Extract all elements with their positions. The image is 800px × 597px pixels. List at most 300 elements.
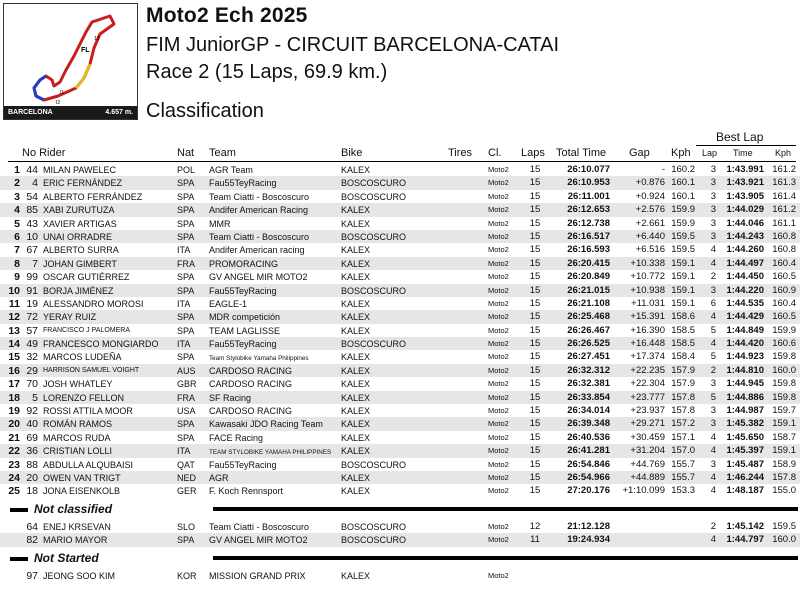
kph-cell: 155.7 [671,471,695,483]
rider-cell: ALBERTO FERRÁNDEZ [43,191,143,202]
kph-cell: 158.6 [671,311,695,323]
total-time-cell: 26:32.312 [567,364,610,376]
number-cell: 36 [26,445,38,458]
total-time-cell: 26:12.738 [567,217,610,229]
bike-cell: KALEX [341,379,371,390]
position-cell: 16 [8,364,20,377]
nationality-cell: SPA [177,352,195,363]
laps-cell: 15 [529,311,541,323]
total-time-cell: 26:39.348 [567,418,610,430]
laps-cell: 15 [529,351,541,363]
bike-cell: KALEX [341,570,371,581]
bike-cell: BOSCOSCURO [341,191,407,202]
table-row [0,176,800,189]
bike-cell: KALEX [341,432,371,443]
laps-cell: 15 [529,271,541,283]
total-time-cell: 26:12.653 [567,204,610,216]
not-started-section [8,551,798,567]
nationality-cell: AUS [177,365,196,376]
position-cell: 4 [14,204,20,217]
team-cell: FACE Racing [209,432,264,443]
best-lap-time-cell: 1:44.243 [726,230,764,242]
class-cell: Moto2 [488,535,509,545]
nationality-cell: USA [177,406,196,417]
kph-cell: 159.9 [671,204,695,216]
class-cell: Moto2 [488,446,509,456]
best-lap-number-cell: 4 [710,244,716,256]
bike-cell: KALEX [341,392,371,403]
col-tires: Tires [448,147,473,159]
best-lap-number-cell: 2 [710,364,716,376]
position-cell: 20 [8,418,20,431]
nationality-cell: NED [177,472,197,483]
team-cell: CARDOSO RACING [209,365,293,376]
best-lap-number-cell: 5 [710,324,716,336]
class-cell: Moto2 [488,419,509,429]
rider-cell: JEONG SOO KIM [43,570,116,581]
map-label-fl: FL [81,47,90,54]
kph-cell: 159.1 [671,271,695,283]
not-classified-table [0,520,800,547]
position-cell: 8 [14,257,20,270]
table-row [0,377,800,390]
total-time-cell: 26:20.415 [567,257,610,269]
number-cell: 49 [26,338,38,351]
class-cell: Moto2 [488,570,509,580]
map-footer [4,106,137,119]
number-cell: 19 [26,297,38,310]
bike-cell: KALEX [341,272,371,283]
nationality-cell: ITA [177,339,191,350]
best-lap-kph-cell: 157.8 [772,471,796,483]
best-lap-kph-cell: 161.2 [772,204,796,216]
table-row [0,284,800,297]
event-name: FIM JuniorGP - CIRCUIT BARCELONA-CATAI [146,34,560,56]
position-cell: 14 [8,338,20,351]
nationality-cell: GER [177,486,197,497]
table-row [0,217,800,230]
best-lap-number-cell: 4 [710,431,716,443]
class-cell: Moto2 [488,191,509,201]
track-map [3,3,138,120]
best-lap-kph-cell: 159.8 [772,351,796,363]
best-lap-time-cell: 1:45.397 [726,445,764,457]
bike-cell: KALEX [341,365,371,376]
position-cell: 22 [8,445,20,458]
team-cell: Fau55TeyRacing [209,178,277,189]
best-lap-kph-cell: 160.8 [772,244,796,256]
best-lap-time-cell: 1:44.497 [726,257,764,269]
laps-cell: 11 [530,534,540,546]
bike-cell: KALEX [341,258,371,269]
total-time-cell: 26:26.467 [567,324,610,336]
kph-cell: 155.7 [671,458,695,470]
team-cell: CARDOSO RACING [209,379,293,390]
best-lap-number-cell: 4 [710,257,716,269]
total-time-cell: 26:10.953 [567,177,610,189]
rider-cell: JOHAN GIMBERT [43,258,117,269]
laps-cell: 15 [529,445,541,457]
number-cell: 92 [26,405,38,418]
gap-cell: +0.924 [635,190,665,202]
number-cell: 10 [26,230,38,243]
laps-cell: 15 [529,230,541,242]
best-lap-kph-cell: 159.1 [772,445,796,457]
total-time-cell: 26:26.525 [567,338,610,350]
best-lap-time-cell: 1:46.244 [726,471,764,483]
bike-cell: KALEX [341,165,371,175]
table-row [0,350,800,363]
table-row [0,458,800,471]
team-cell: GV ANGEL MIR MOTO2 [209,535,308,546]
kph-cell: 157.9 [671,378,695,390]
col-best-lap-number: Lap [702,148,718,158]
team-cell: Andifer American racing [209,245,305,256]
table-row [0,310,800,323]
laps-cell: 15 [529,284,541,296]
class-cell: Moto2 [488,272,509,282]
class-cell: Moto2 [488,406,509,416]
class-cell: Moto2 [488,165,509,174]
team-cell: Team Ciatti - Boscoscuro [209,522,310,532]
bike-cell: KALEX [341,486,371,497]
kph-cell: 157.2 [671,418,695,430]
nationality-cell: GBR [177,379,197,390]
nationality-cell: SPA [177,191,195,202]
gap-cell: +44.769 [630,458,665,470]
position-cell: 25 [8,485,20,498]
best-lap-number-cell: 3 [710,230,716,242]
best-lap-kph-cell: 160.4 [772,297,796,309]
best-lap-time-cell: 1:45.142 [726,521,764,532]
best-lap-time-cell: 1:44.046 [726,217,764,229]
best-lap-kph-cell: 159.9 [772,324,796,336]
table-row [0,444,800,457]
best-lap-time-cell: 1:43.921 [726,177,764,189]
laps-cell: 15 [529,391,541,403]
class-cell: Moto2 [488,339,509,349]
col-nat: Nat [177,147,195,159]
team-cell: Fau55TeyRacing [209,459,277,470]
col-team: Team [209,147,236,159]
best-lap-time-cell: 1:44.260 [726,244,764,256]
section-marker [10,508,28,512]
best-lap-time-cell: 1:44.849 [726,324,764,336]
col-class: Cl. [488,147,502,159]
nationality-cell: SLO [177,522,196,532]
team-cell: Fau55TeyRacing [209,339,277,350]
col-gap: Gap [629,147,650,159]
total-time-cell: 26:25.468 [567,311,610,323]
position-cell: 5 [14,217,20,230]
class-cell: Moto2 [488,312,509,322]
total-time-cell: 26:54.966 [567,471,610,483]
best-lap-number-cell: 4 [710,338,716,350]
bike-cell: KALEX [341,446,371,457]
map-label-13: 13 [94,36,100,42]
team-cell: Fau55TeyRacing [209,285,277,296]
total-time-cell: 26:54.846 [567,458,610,470]
laps-cell: 15 [529,164,541,175]
bike-cell: BOSCOSCURO [341,231,407,242]
best-lap-time-cell: 1:44.029 [726,204,764,216]
best-lap-kph-cell: 158.9 [772,458,796,470]
gap-cell: +23.937 [630,405,665,417]
best-lap-time-cell: 1:44.945 [726,378,764,390]
laps-cell: 15 [529,190,541,202]
table-row [0,203,800,216]
bike-cell: KALEX [341,245,371,256]
kph-cell: 160.1 [671,190,695,202]
bike-cell: BOSCOSCURO [341,178,407,189]
table-row [0,471,800,484]
number-cell: 54 [26,190,38,203]
table-row [0,569,800,582]
rider-cell: OWEN VAN TRIGT [43,472,121,483]
position-cell: 21 [8,431,20,444]
team-cell: AGR [209,472,229,483]
best-lap-kph-cell: 160.4 [772,257,796,269]
rider-cell: XABI ZURUTUZA [43,205,115,216]
best-lap-time-cell: 1:48.187 [726,485,764,497]
map-label-i1: I1 [60,90,65,96]
best-lap-number-cell: 2 [710,521,716,532]
rider-cell: UNAI ORRADRE [43,231,113,242]
class-cell: Moto2 [488,379,509,389]
best-lap-kph-cell: 160.0 [772,534,796,546]
nationality-cell: FRA [177,258,195,269]
laps-cell: 15 [529,338,541,350]
laps-cell: 12 [529,521,541,532]
table-row [0,163,800,176]
best-lap-time-cell: 1:45.382 [726,418,764,430]
rider-cell: HARRISON SAMUEL VOIGHT [43,366,140,374]
class-cell: Moto2 [488,231,509,241]
gap-cell: +10.772 [630,271,665,283]
table-row [0,431,800,444]
team-cell: Andifer American Racing [209,205,309,216]
gap-cell: +10.938 [630,284,665,296]
gap-cell: +6.516 [635,244,665,256]
bike-cell: KALEX [341,352,371,363]
best-lap-number-cell: 3 [710,190,716,202]
total-time-cell: 27:20.176 [567,485,610,497]
position-cell: 15 [8,351,20,364]
kph-cell: 157.8 [671,391,695,403]
bike-cell: BOSCOSCURO [341,459,407,470]
bike-cell: KALEX [341,419,371,430]
laps-cell: 15 [529,458,541,470]
class-cell: Moto2 [488,285,509,295]
best-lap-kph-cell: 159.5 [772,521,796,532]
rider-cell: FRANCESCO MONGIARDO [43,339,159,350]
best-lap-kph-cell: 160.6 [772,338,796,350]
position-cell: 12 [8,311,20,324]
rider-cell: JONA EISENKOLB [43,486,121,497]
number-cell: 43 [26,217,38,230]
kph-cell: 158.5 [671,338,695,350]
position-cell: 7 [14,244,20,257]
kph-cell: 158.5 [671,324,695,336]
position-cell: 3 [14,190,20,203]
col-total-time: Total Time [556,147,607,159]
bike-cell: BOSCOSCURO [341,522,407,532]
best-lap-number-cell: 4 [710,534,716,546]
best-lap-header: Best Lap [716,130,764,144]
team-cell: Kawasaki JDO Racing Team [209,419,323,430]
col-laps: Laps [521,147,545,159]
best-lap-number-cell: 4 [710,471,716,483]
nationality-cell: QAT [177,459,195,470]
best-lap-time-cell: 1:45.487 [726,458,764,470]
rider-cell: ENEJ KRSEVAN [43,522,111,532]
position-cell: 18 [8,391,20,404]
team-cell: MDR competición [209,312,281,323]
best-lap-kph-cell: 155.0 [772,485,796,497]
position-cell: 17 [8,378,20,391]
laps-cell: 15 [529,217,541,229]
class-cell: Moto2 [488,486,509,496]
number-cell: 67 [26,244,38,257]
best-lap-kph-cell: 161.4 [772,190,796,202]
position-cell: 1 [14,164,20,176]
number-cell: 97 [26,569,38,582]
laps-cell: 15 [529,378,541,390]
nationality-cell: ITA [177,446,191,457]
class-cell: Moto2 [488,432,509,442]
position-cell: 23 [8,458,20,471]
best-lap-number-cell: 5 [710,391,716,403]
rider-cell: YERAY RUIZ [43,312,97,323]
classification-table [0,163,800,498]
table-row [0,533,800,546]
rider-cell: ALESSANDRO MOROSI [43,298,144,309]
best-lap-kph-cell: 158.7 [772,431,796,443]
table-row [0,297,800,310]
best-lap-time-cell: 1:44.420 [726,338,764,350]
table-row [0,391,800,404]
best-lap-number-cell: 3 [710,458,716,470]
not-started-label: Not Started [34,550,99,565]
bike-cell: KALEX [341,312,371,323]
team-cell: PROMORACING [209,258,279,269]
nationality-cell: SPA [177,178,195,189]
total-time-cell: 26:34.014 [567,405,610,417]
page-title: Moto2 Ech 2025 [146,4,308,27]
class-cell: Moto2 [488,392,509,402]
total-time-cell: 21:12.128 [567,521,610,532]
table-row [0,364,800,377]
best-lap-kph-cell: 160.5 [772,311,796,323]
best-lap-time-cell: 1:43.905 [726,190,764,202]
best-lap-number-cell: 3 [710,217,716,229]
number-cell: 91 [26,284,38,297]
number-cell: 69 [26,431,38,444]
best-lap-time-cell: 1:44.429 [726,311,764,323]
number-cell: 64 [26,521,38,533]
kph-cell: 159.1 [671,297,695,309]
not-classified-label: Not classified [34,502,113,516]
best-lap-number-cell: 3 [710,378,716,390]
race-info: Race 2 (15 Laps, 69.9 km.) [146,61,388,83]
total-time-cell: 26:21.015 [567,284,610,296]
track-layout-icon [4,4,139,108]
rider-cell: ROMÁN RAMOS [43,419,113,430]
bike-cell: KALEX [341,298,371,309]
rider-cell: ERIC FERNÁNDEZ [43,178,123,189]
class-cell: Moto2 [488,522,509,531]
nationality-cell: KOR [177,570,197,581]
class-cell: Moto2 [488,365,509,375]
class-cell: Moto2 [488,178,509,188]
best-lap-number-cell: 3 [710,418,716,430]
class-cell: Moto2 [488,352,509,362]
gap-cell: - [661,164,665,175]
gap-cell: +16.390 [630,324,665,336]
number-cell: 7 [32,257,38,270]
total-time-cell: 19:24.934 [567,534,610,546]
total-time-cell: 26:40.536 [567,431,610,443]
number-cell: 85 [26,204,38,217]
kph-cell: 159.5 [671,230,695,242]
bike-cell: BOSCOSCURO [341,535,407,546]
class-cell: Moto2 [488,459,509,469]
bike-cell: BOSCOSCURO [341,285,407,296]
best-lap-number-cell: 3 [710,284,716,296]
best-lap-kph-cell: 161.2 [772,164,796,175]
nationality-cell: SPA [177,419,195,430]
gap-cell: +15.391 [630,311,665,323]
best-lap-kph-cell: 160.9 [772,284,796,296]
best-lap-time-cell: 1:44.220 [726,284,764,296]
kph-cell: 158.4 [671,351,695,363]
kph-cell: 159.1 [671,284,695,296]
best-lap-number-cell: 5 [710,351,716,363]
laps-cell: 15 [529,405,541,417]
table-row [0,484,800,497]
class-cell: Moto2 [488,325,509,335]
number-cell: 4 [32,177,38,190]
team-cell: EAGLE-1 [209,298,248,309]
total-time-cell: 26:21.108 [567,297,610,309]
team-cell: MMR [209,218,231,229]
table-row [0,520,800,533]
rider-cell: XAVIER ARTIGAS [43,218,117,229]
table-row [0,230,800,243]
nationality-cell: POL [177,165,196,175]
col-best-lap-kph: Kph [775,148,792,158]
table-row [0,270,800,283]
rider-cell: JOSH WHATLEY [43,379,113,390]
kph-cell: 159.5 [671,244,695,256]
rider-cell: LORENZO FELLON [43,392,125,403]
number-cell: 29 [26,364,38,377]
class-cell: Moto2 [488,258,509,268]
best-lap-time-cell: 1:45.650 [726,431,764,443]
nationality-cell: SPA [177,272,195,283]
number-cell: 70 [26,378,38,391]
table-row [0,417,800,430]
nationality-cell: SPA [177,218,195,229]
number-cell: 72 [26,311,38,324]
col-best-lap-time: Time [733,148,753,158]
header-divider [8,161,796,162]
team-cell: MISSION GRAND PRIX [209,570,306,581]
bike-cell: KALEX [341,406,371,417]
gap-cell: +16.448 [630,338,665,350]
number-cell: 82 [26,534,38,547]
bike-cell: KALEX [341,205,371,216]
